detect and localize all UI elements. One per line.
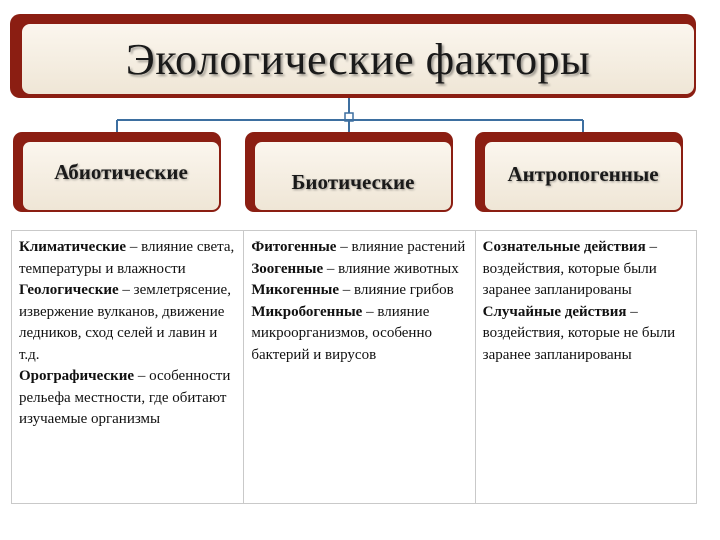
abiotic-column (12, 231, 243, 503)
factor-term: Фитогенные (251, 239, 337, 255)
category-box-anthropogenic (485, 142, 681, 210)
factor-term: Климатические (19, 239, 127, 255)
diagram-title: Экологические факторы (125, 34, 591, 84)
factor-description: – влияние растений (336, 239, 466, 255)
factor-description: – влияние грибов (339, 282, 454, 298)
factor-description: – влияние света, температуры и влажности (19, 239, 235, 277)
factor-term: Случайные действия (482, 303, 627, 320)
factor-description: – воздействия, которые не были заранее запланированы (482, 303, 676, 363)
factor-term: Зоогенные (251, 260, 324, 277)
factor-description: – землетрясение, извержение вулканов, движение ледников, сход селей и лавин и т.д. (19, 282, 231, 363)
factor-term: Микробогенные (251, 303, 363, 320)
factor-description: – влияние животных (323, 260, 459, 277)
factors-table (11, 230, 697, 504)
category-box-abiotic (23, 142, 219, 210)
factor-term: Орографические (19, 368, 135, 384)
biotic-column (243, 231, 474, 503)
factor-description: – воздействия, которые были заранее запланированы (482, 239, 657, 298)
category-label-biotic: Биотические (291, 170, 415, 194)
factor-description: – особенности рельефа местности, где обитают изучаемые организмы (19, 368, 231, 427)
category-label-anthropogenic: Антропогенные (507, 162, 659, 186)
factor-term: Сознательные действия (482, 239, 646, 255)
factor-term: Геологические (19, 282, 119, 298)
factor-description: – влияние микроорганизмов, особенно бактерий и вирусов (251, 303, 432, 363)
anthropogenic-column (475, 231, 696, 503)
category-label-abiotic: Абиотические (54, 160, 188, 184)
category-box-biotic (255, 142, 451, 210)
factor-term: Микогенные (251, 282, 339, 298)
